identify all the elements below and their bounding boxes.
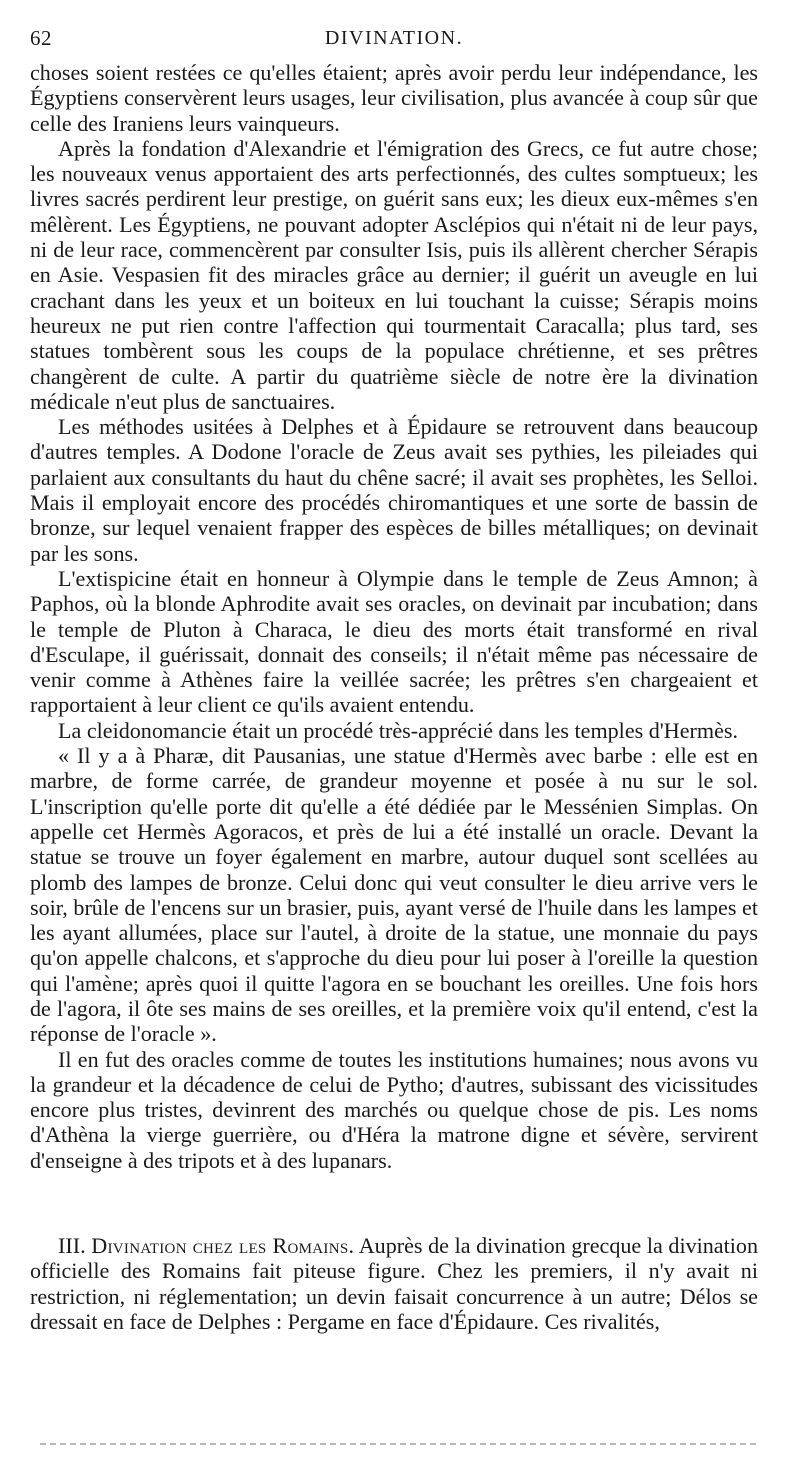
footer-rule	[40, 1443, 756, 1445]
page-header	[30, 26, 758, 56]
paragraph: choses soient restées ce qu'elles étaient; après avoir perdu leur indépendance, les Égyptiens conservèrent leurs usages, leur civilisation, plus avancée à coup sûr que celle des Iraniens leurs vainqueurs.	[30, 60, 758, 136]
paragraph: Il en fut des oracles comme de toutes les institutions humaines; nous avons vu la grandeur et la décadence de celui de Pytho; d'autres, subissant des vicissitudes encore plus tristes, devinrent des marchés ou quelque chose de pis. Les noms d'Athèna la vierge guerrière, ou d'Héra la matrone digne et sévère, servirent d'enseigne à des tripots et à des lupanars.	[30, 1046, 758, 1173]
section-romains	[30, 1233, 758, 1334]
paragraph: Après la fondation d'Alexandrie et l'émigration des Grecs, ce fut autre chose; les nouveaux venus apportaient des arts perfectionnés, des cultes somptueux; les livres sacrés perdirent leur prestige, on guérit sans eux; les dieux eux-mêmes s'en mêlèrent. Les Égyptiens, ne pouvant adopter Asclépios qui n'était ni de leur pays, ni de leur race, commencèrent par consulter Isis, puis ils allèrent chercher Sérapis en Asie. Vespasien fit des miracles grâce au dernier; il guérit un aveugle en lui crachant dans les yeux et un boiteux en lui touchant la cuisse; Sérapis moins heureux ne put rien contre l'affection qui tourmentait Caracalla; plus tard, ses statues tombèrent sous les coups de la populace chrétienne, et ses prêtres changèrent de culte. A partir du quatrième siècle de notre ère la divination médicale n'eut plus de sanctuaires.	[30, 135, 758, 414]
section-heading: Divination chez les Romains.	[91, 1233, 355, 1258]
quotation-paragraph: « Il y a à Pharæ, dit Pausanias, une statue d'Hermès avec barbe : elle est en marbre, de forme carrée, de grandeur moyenne et posée à nu sur le sol. L'inscription qu'elle porte dit qu'elle a été dédiée par le Messénien Simplas. On appelle cet Hermès Agoracos, et près de lui a été installé un oracle. Devant la statue se trouve un foyer également en marbre, autour duquel sont scellées au plomb des lampes de bronze. Celui donc qui veut consulter le dieu arrive vers le soir, brûle de l'encens sur un brasier, puis, ayant versé de l'huile dans les lampes et les ayant allumées, place sur l'autel, à droite de la statue, une monnaie du pays qu'on appelle chalcons, et s'approche du dieu pour lui poser à l'oreille la question qui l'amène; après quoi il quitte l'agora en se bouchant les oreilles. Une fois hors de l'agora, il ôte ses mains de ses oreilles, et la première voix qu'il entend, c'est la réponse de l'oracle ».	[30, 743, 758, 1047]
paragraph: Les méthodes usitées à Delphes et à Épidaure se retrouvent dans beaucoup d'autres temples. A Dodone l'oracle de Zeus avait ses pythies, les pileiades qui parlaient aux consultants du haut du chêne sacré; il avait ses prophètes, les Selloi. Mais il employait encore des procédés chiromantiques et une sorte de bassin de bronze, sur lequel venaient frapper des espèces de billes métalliques; on devinait par les sons.	[30, 414, 758, 566]
section-number: III.	[58, 1233, 86, 1258]
section-paragraph	[30, 1233, 758, 1334]
paragraph: L'extispicine était en honneur à Olympie dans le temple de Zeus Amnon; à Paphos, où la blonde Aphrodite avait ses oracles, on devinait par incubation; dans le temple de Pluton à Characa, le dieu des morts était transformé en rival d'Esculape, il guérissait, donnait des conseils; il n'était même pas nécessaire de venir comme à Athènes faire la veillée sacrée; les prêtres s'en chargeaient et rapportaient à leur client ce qu'ils avaient entendu.	[30, 565, 758, 718]
paragraph: La cleidonomancie était un procédé très-apprécié dans les temples d'Hermès.	[58, 717, 739, 743]
page-number: 62	[30, 26, 52, 50]
section-text: Auprès de la divination grecque la divination officielle des Romains fait piteuse figure. Chez les premiers, il n'y avait ni restriction, ni réglementation; un devin faisait concurrence à un autre; Délos se dressait en face de Delphes : Pergame en face d'Épidaure. Ces rivalités,	[30, 1233, 758, 1334]
running-title: DIVINATION.	[324, 27, 464, 49]
body-text	[30, 60, 758, 1173]
